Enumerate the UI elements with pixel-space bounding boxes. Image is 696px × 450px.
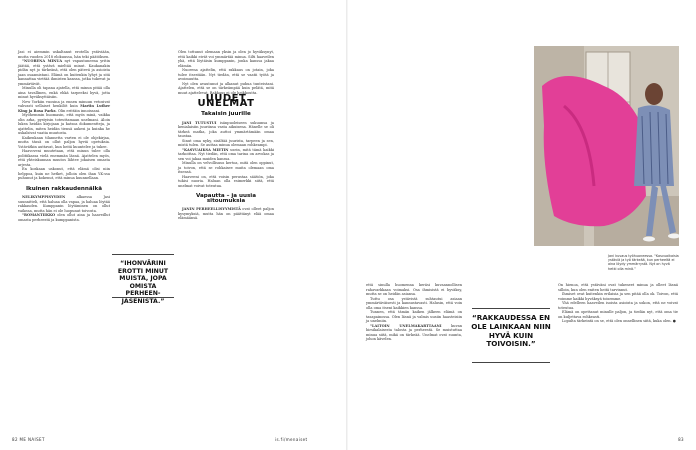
body-paragraph: Yhä edelleen haaveilen isoista asioista ja uskon, että ne voivat toteutua.: [558, 301, 678, 310]
body-paragraph: Elämä on opettanut minulle paljon, ja tiedän nyt, että oma tie on kuljettava rohkeasti.: [558, 310, 678, 319]
lead-in: “KASVUAIKSA MIETIN: [182, 147, 229, 152]
bold-names: Martin Luther King ja Rosa Parks: [18, 104, 110, 113]
body-paragraph: että sinulla huomenna keräsi kuvaannollisen rahavarkkaan voimaksi. Osa ihmisistä ei hyväksy, mutta se on heidän asiansa.: [366, 283, 462, 296]
pull-quote: “IHONVÄRINI EROTTI MINUT MUISTA, JOPA OMISTA PERHEEN-JÄSENISTÄ.”: [117, 260, 169, 305]
left-column-1: [18, 50, 110, 222]
portrait-photo: [534, 46, 679, 246]
footer-page-number: 83: [678, 437, 684, 442]
body-paragraph: New Yorkiin vuosina ja ennen minuun vetosivat vahvasti sellaiset henkilöt kuin Martin Luther King ja Rosa Parks. Olin erittäin innoissani.: [18, 99, 110, 113]
body-paragraph: “NUORENA MINUA nyt vapautuneena yritin jäätää, että ystävä mieltää minut. Kaukanakin pidän nyt jo tärkeänä, että olen pätevä ja asioista jaan osaamistani. Elämä on kuitenkin lyhyt ja sitä kannattaa viettää ihmisten kanssa, jotka tukevat ja ymmärtävät.: [18, 59, 110, 86]
quote-rule-bottom: [472, 362, 550, 363]
section-heading: UUDET UNELMAT: [197, 93, 255, 109]
left-column-2: [178, 50, 274, 221]
body-paragraph: Olen tottunut olemaan yksin ja olen jo hyväksynyt, että kaikki eivät voi ymmärtää minua. Silti haaveilen yhä, että löytäisin kumppanin, jonka kanssa jakaa elämän.: [178, 50, 274, 68]
lead-in: “ROMANTIIKKO: [22, 213, 56, 217]
body-paragraph: “KASVUAIKSA MIETIN usein, mitä tämä kaikki tarkoittaa. Nyt tiedän, että oma tarina on arvokas ja sen voi jakaa muiden kanssa.: [178, 147, 274, 161]
body-paragraph: “ROMANTIIKKO olen ollut aina ja haaveillut omasta perheestä ja kumppanista.: [18, 213, 110, 222]
body-paragraph: Nyt olen avautunut ja alkanut puhua tunteistani. Ajattelen, että se on tärkeämpää kuin pelätä, mitä muut ajattelevat. Rakkaus ei ole heikkoutta.: [178, 81, 274, 95]
body-paragraph: JANI TUTUSTUI isänpuoleiseen sukuunsa ja kenialaisiin juuriinsa vasta aikuisena. Hänelle se oli tärkeä matka, joka auttoi ymmärtämään omaa taustaa.: [178, 120, 275, 138]
photo-caption: Jani kuvaus työhuoneessa. “Kasvuaikaisia ystäviä ja työ tärkeää, kun perheeltä ei aina löydy ymmärrystä. Nyt on hyvä hetki olla minä.”: [608, 254, 679, 271]
footer-url: is.fi/menaiset: [275, 437, 308, 442]
body-paragraph: Haaveeni on, että voisin perustaa säätiön, joka tukisi nuoria. Haluan olla esimerkki siitä, että unelmat voivat toteutua.: [178, 174, 274, 188]
quote-rule-top: [472, 308, 550, 309]
right-column-1: [366, 283, 462, 342]
body-paragraph: En koskaan uskonut, että elämä olisi niin helppoa, kuin ne hetket, jolloin olen ihan YK:ssa puhunut ja kokenut, että minua kuunnellaan.: [18, 167, 110, 180]
body-paragraph: Minulla oli tapana ajatella, että minun pitää olla aina tavallinen, enkä ehkä tarpeeksi hyvä, jotta minut hyväksyttäisiin.: [18, 86, 110, 99]
body-paragraph: Lopulta tärkeintä on se, että olen onnellinen siitä, kuka olen. ●: [562, 319, 676, 323]
lead-in: “LAITOIN UNELMAKARTTAANI: [370, 323, 442, 328]
right-page: [348, 0, 696, 450]
lead-in: “NUORENA MINUA: [22, 59, 63, 63]
body-paragraph: Haavoveni muutetaan, että minun tulee olla politiikassa vielä enemmän läsnä. Ajattelen myös, että yhteiskunnan muutos lähtee jokaisen omasta arjesta.: [18, 149, 110, 167]
subheading: Vapautta – ja uusia sitoumuksia: [196, 193, 256, 204]
pull-quote: “RAKKAUDESSA EN OLE LAINKAAN NIIN HYVÄ KUIN TOIVOISIN.”: [471, 313, 551, 349]
lead-in: JANI TUTUSTUI: [182, 120, 217, 125]
body-paragraph: “LAITOIN UNELMAKARTTAANI kuvan hirsikalaisesta talosta ja perheestä. Se muistuttaa minua siitä, mikä on tärkeää. Unelmat ovat suunta, johon kävelen.: [366, 323, 462, 341]
lead-in: JANIN PERHEELLISYYMISTÄ: [182, 207, 241, 211]
body-paragraph: Tunnen, että tämän kaiken jälkeen elämä on tasapainossa. Olen läsnä ja valmis uusiin haasteisiin ja unelmiin.: [366, 310, 462, 323]
right-column-2: [558, 283, 678, 324]
quote-rule-top: [112, 254, 174, 255]
body-paragraph: Tuttu osa ystävistä suhtautui asiaan ymmärtäväisesti ja kannustavasti. Halusin, että voin olla oma itseni kaikkien kanssa.: [366, 296, 462, 310]
body-paragraph: JANIN PERHEELLISYYMISTÄ ovat olleet paljon kysymyksiä, mutta hän on päättänyt elää omaa elämäänsä.: [178, 207, 274, 220]
body-paragraph: Myöhemmin huomasin, että myös minä, vaikka olin arka, pystyisin toteuttamaan unelmani. Aloin lukea heidän kirjojaan ja katsoa dokumentteja, ja ajattelin, miten heidän tiensä aukesi ja kuinka he uskalsivat vaatia muutosta.: [18, 113, 110, 135]
body-paragraph: Kaikenkaan tilannetta varten ei ole ohjekirjaa, mutta tässä on ollut paljon hyviä opetuksia. Ystävätkin auttavat, kun heitä kuuntelee ja tukee.: [18, 135, 110, 149]
quote-rule-bottom: [112, 297, 174, 298]
body-paragraph: Nuorena ajattelin, että rakkaus on jotain, joka tulee itsestään. Nyt tiedän, että se vaatii työtä ja avoimuutta.: [178, 68, 274, 81]
lead-in: NELIKYMPPISYYDEN: [22, 195, 66, 199]
body-paragraph: NELIKYMPPISYYDEN alkaessa Jasi suunnitteli, että haluaa olla vapaa, ja haluaa löytää rakkauden. Kumppanin löytäminen on ollut vaikeaa, mutta hän ei ole luopunut toivosta.: [18, 195, 110, 213]
photo-illustration: [534, 46, 679, 246]
intro-paragraph: Jasi ei aiemmin uskaltanut erotella ystäviään, mutta vuoden 2018 elokuussa, hän teki päätöksen.: [18, 50, 110, 59]
subheading: Ikuinen rakkaudennälkä: [25, 185, 103, 192]
body-paragraph: Sinut oma nyky, sisältää juurista, tarpeen ja sen, mistä tulen. Se auttaa minua olemaan rohkeampi.: [178, 138, 274, 147]
subheading: Takaisin juurille: [201, 111, 251, 117]
footer-page-magazine: 82 ME NAISET: [12, 437, 45, 442]
body-paragraph: Minulla on velvollisuus kertoa, mitä olen oppinut, ja toivon, että se rohkaisee muita olemaan oma itsensä.: [178, 161, 274, 174]
body-paragraph: Ihmiset ovat kuitenkin erilaisia ja sen pitää olla ok. Toivon, että voimme kaikki hyväksyä toisemme.: [558, 292, 678, 301]
body-paragraph: On hienoa, että ystäväni ovat tukeneet minua ja olleet läsnä silloin, kun olen eniten heitä tarvinnut.: [558, 283, 678, 292]
